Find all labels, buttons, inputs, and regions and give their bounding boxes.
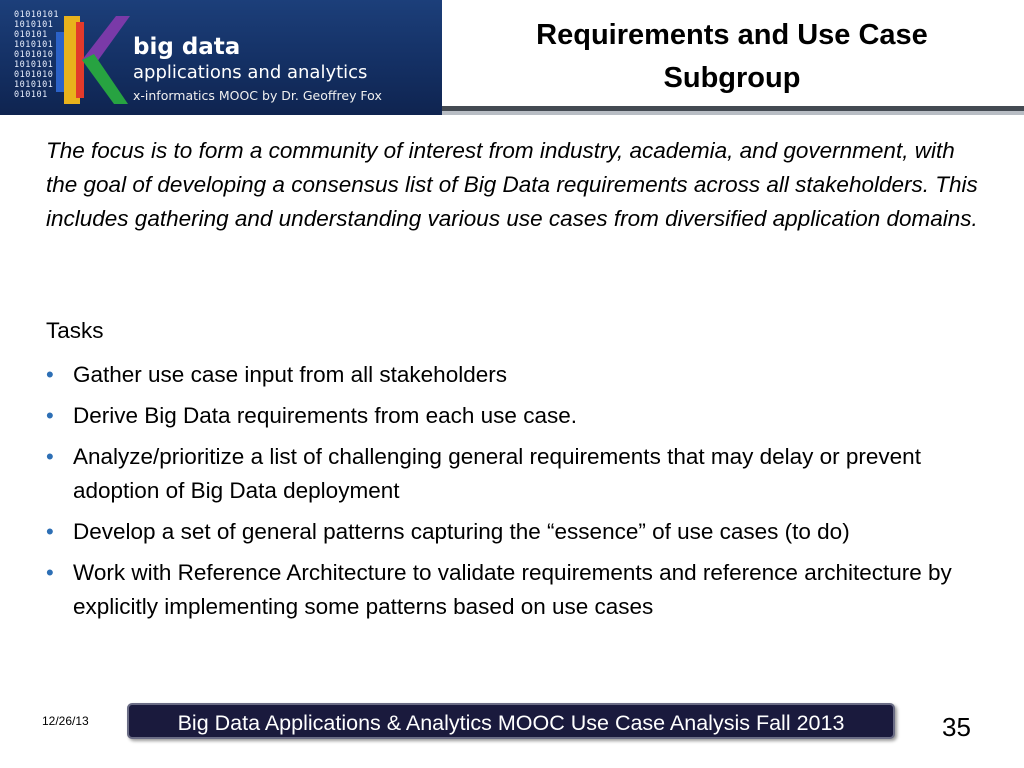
tasks-list	[46, 358, 976, 631]
list-item	[46, 358, 976, 392]
list-item	[46, 399, 976, 433]
page-number: 35	[942, 712, 971, 742]
task-text: Work with Reference Architecture to validate requirements and reference architecture by explicitly implementing some patterns based on use cases	[73, 560, 952, 619]
task-text: Develop a set of general patterns capturing the “essence” of use cases (to do)	[73, 519, 850, 544]
bullet-icon: •	[46, 403, 54, 428]
slide-title: Requirements and Use Case Subgroup	[536, 19, 928, 94]
bullet-icon: •	[46, 519, 54, 544]
footer-course-title: Big Data Applications & Analytics MOOC Use Case Analysis Fall 2013	[127, 703, 895, 739]
binary-pattern: 01010101 1010101 010101 1010101 0101010 1010101 0101010 1010101 010101	[14, 10, 59, 100]
banner-tagline: x-informatics MOOC by Dr. Geoffrey Fox	[133, 88, 382, 103]
task-text: Gather use case input from all stakeholders	[73, 362, 507, 387]
tasks-heading: Tasks	[46, 318, 104, 343]
footer-date: 12/26/13	[42, 714, 89, 728]
intro-paragraph: The focus is to form a community of interest from industry, academia, and government, with the goal of developing a consensus list of Big Data requirements across all stakeholders. This includes gathering and understanding various use cases from diversified application domains.	[46, 138, 978, 231]
bullet-icon: •	[46, 444, 54, 469]
banner-subtitle: applications and analytics	[133, 62, 368, 83]
task-text: Derive Big Data requirements from each use case.	[73, 403, 577, 428]
task-text: Analyze/prioritize a list of challenging general requirements that may delay or prevent adoption of Big Data deployment	[73, 444, 921, 503]
banner-title: big data	[133, 34, 241, 60]
colorful-k-logo-icon	[46, 12, 130, 108]
course-banner-logo	[0, 0, 442, 115]
list-item	[46, 515, 976, 549]
bullet-icon: •	[46, 560, 54, 585]
header-divider-shadow	[442, 111, 1024, 115]
list-item	[46, 440, 976, 508]
bullet-icon: •	[46, 362, 54, 387]
list-item	[46, 556, 976, 624]
